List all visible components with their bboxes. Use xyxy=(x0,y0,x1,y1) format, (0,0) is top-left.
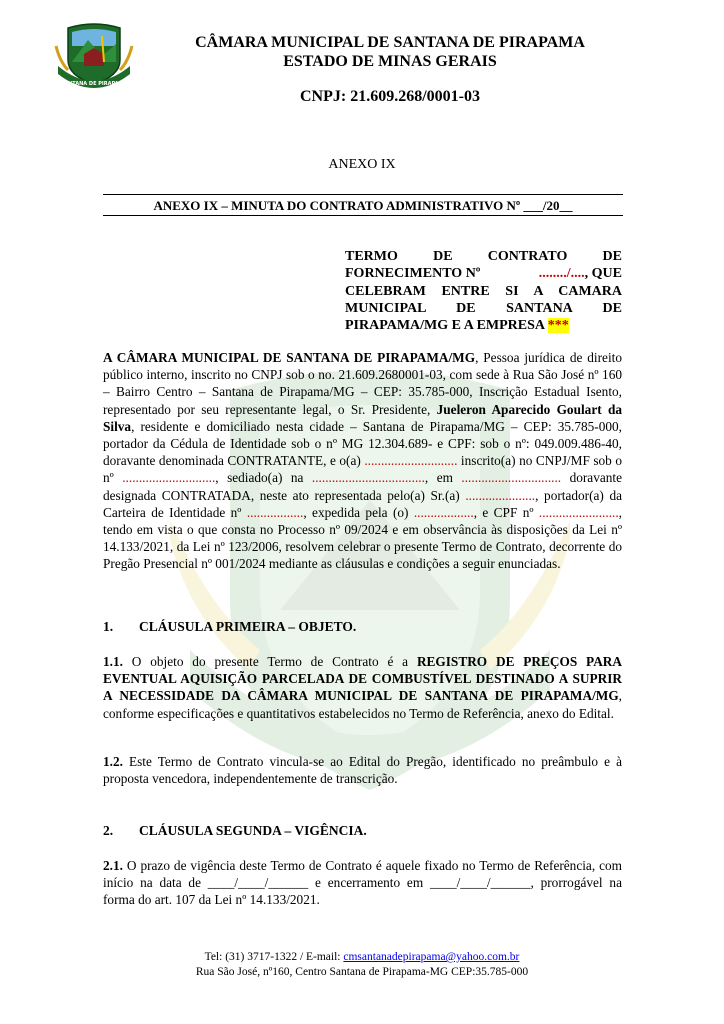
clause-2-1-number: 2.1. xyxy=(103,858,123,873)
annex-label: ANEXO IX xyxy=(328,157,396,172)
blank-cpf: ........................ xyxy=(538,504,619,520)
preamble-text-5: , em xyxy=(424,470,462,486)
footer-address: Rua São José, nº160, Centro Santana de Pirapama-MG CEP:35.785-000 xyxy=(195,966,529,978)
term-line-3: CELEBRAM ENTRE SI A CAMARA xyxy=(345,283,622,299)
footer-email-link[interactable]: cmsantanadepirapama@yahoo.com.br xyxy=(343,951,520,963)
preamble-president-name: Jueleron Aparecido Goulart da Silva xyxy=(103,401,622,434)
blank-address: .................................. xyxy=(311,470,425,486)
clause-2-heading xyxy=(103,823,367,839)
clause-1-2-number: 1.2. xyxy=(103,754,123,769)
annex-title-top-rule xyxy=(103,194,623,195)
header-cnpj: CNPJ: 21.609.268/0001-03 xyxy=(300,88,480,105)
annex-title: ANEXO IX – MINUTA DO CONTRATO ADMINISTRATIVO Nº ___/20__ xyxy=(153,198,573,213)
term-line-2-b: , QUE xyxy=(584,266,622,282)
clause-1-title: CLÁUSULA PRIMEIRA – OBJETO. xyxy=(139,619,357,634)
preamble-paragraph xyxy=(103,349,622,573)
clause-1-heading xyxy=(103,619,356,635)
term-line-5 xyxy=(345,317,622,334)
clause-2-1-text: O prazo de vigência deste Termo de Contrato é aquele fixado no Termo de Referência, com início na data de ____/____/______ e encerramento em ____/____/______, prorrogável na forma do art. 107 da Lei nº 14.133/2021. xyxy=(103,858,622,908)
blank-city: .............................. xyxy=(461,470,562,486)
preamble-text-3: inscrito(a) no CNPJ/MF sob o nº xyxy=(103,453,622,486)
blank-company-name: ............................ xyxy=(364,453,458,469)
clause-2-number: 2. xyxy=(103,823,114,838)
clause-1-1-paragraph xyxy=(103,653,622,722)
preamble-text-1: , Pessoa jurídica de direito público interno, inscrito no CNPJ sob o no. 21.609.2680001-03, com sede à Rua São José nº 160 – Bairro Centro – Santana de Pirapama/MG – CEP: 35.785-000, Inscrição Estadual Isento, representado por seu representante legal, o Sr. Presidente, xyxy=(103,350,622,417)
clause-1-number: 1. xyxy=(103,619,114,634)
contract-term-block xyxy=(345,248,622,334)
preamble-party-name: A CÂMARA MUNICIPAL DE SANTANA DE PIRAPAMA/MG xyxy=(103,350,476,365)
footer-contact-prefix: Tel: (31) 3717-1322 / E-mail: xyxy=(204,951,344,963)
preamble-text-10: , tendo em vista o que consta no Processo nº 09/2024 e em observância às disposições da Lei nº 14.133/2021, da Lei nº 123/2006, resolvem celebrar o presente Termo de Contrato, decorrente do Pregão Presencial nº 001/2024 mediante as cláusulas e condições a seguir enunciadas. xyxy=(103,504,622,572)
annex-title-bottom-rule xyxy=(103,215,623,216)
footer-contact xyxy=(0,951,724,963)
clause-1-2-text: Este Termo de Contrato vincula-se ao Edital do Pregão, identificado no preâmbulo e à proposta vencedora, independentemente de transcrição. xyxy=(103,754,622,787)
blank-representative: ..................... xyxy=(465,487,536,503)
clause-1-1-text-c: , conforme especificações e quantitativos estabelecidos no Termo de Referência, anexo do Edital. xyxy=(103,688,622,721)
company-placeholder: *** xyxy=(547,318,569,334)
clause-1-1-object: REGISTRO DE PREÇOS PARA EVENTUAL AQUISIÇÃO PARCELADA DE COMBUSTÍVEL DESTINADO A SUPRIR A NECESSIDADE DA CÂMARA MUNICIPAL DE SANTANA DE PIRAPAMA/MG xyxy=(103,654,622,704)
logo-text: SANTANA DE PIRAPAMA xyxy=(60,81,128,87)
preamble-text-8: , expedida pela (o) xyxy=(303,504,414,520)
header-title-line2: ESTADO DE MINAS GERAIS xyxy=(283,53,497,70)
term-line-1: TERMO DE CONTRATO DE xyxy=(345,249,622,264)
clause-2-title: CLÁUSULA SEGUNDA – VIGÊNCIA. xyxy=(139,823,367,838)
preamble-text-4: , sediado(a) na xyxy=(215,470,312,486)
clause-2-1-paragraph xyxy=(103,857,622,909)
clause-1-1-number: 1.1. xyxy=(103,654,123,669)
blank-id-number: ................. xyxy=(246,504,304,520)
term-line-2-a: FORNECIMENTO Nº xyxy=(345,266,481,282)
preamble-text-2: , residente e domiciliado nesta cidade – Santana de Pirapama/MG – CEP: 35.785-000, portador da Cédula de Identidade sob o nº MG 12.304.689- e CPF: sob o nº: 049.009.486-40, doravante denominada CONTRATANTE, e o(a) xyxy=(103,418,622,469)
blank-issuer: .................. xyxy=(413,504,474,520)
preamble-text-9: , e CPF nº xyxy=(473,504,539,520)
clause-1-2-paragraph xyxy=(103,753,622,787)
term-line-2 xyxy=(345,265,622,282)
term-number-placeholder: ......../.... xyxy=(538,266,585,282)
clause-1-1-text-a: O objeto do presente Termo de Contrato é a xyxy=(122,654,417,669)
chamber-logo xyxy=(54,22,134,96)
preamble-text-7: , portador(a) da Carteira de Identidade nº xyxy=(103,487,623,520)
blank-cnpj: ............................ xyxy=(122,470,216,486)
term-line-5-text: PIRAPAMA/MG E A EMPRESA xyxy=(345,318,545,334)
header-title-line1: CÂMARA MUNICIPAL DE SANTANA DE PIRAPAMA xyxy=(195,34,585,51)
term-line-4: MUNICIPAL DE SANTANA DE xyxy=(345,300,622,316)
preamble-text-6: doravante designada CONTRATADA, neste ato representada pelo(a) Sr.(a) xyxy=(103,470,622,503)
